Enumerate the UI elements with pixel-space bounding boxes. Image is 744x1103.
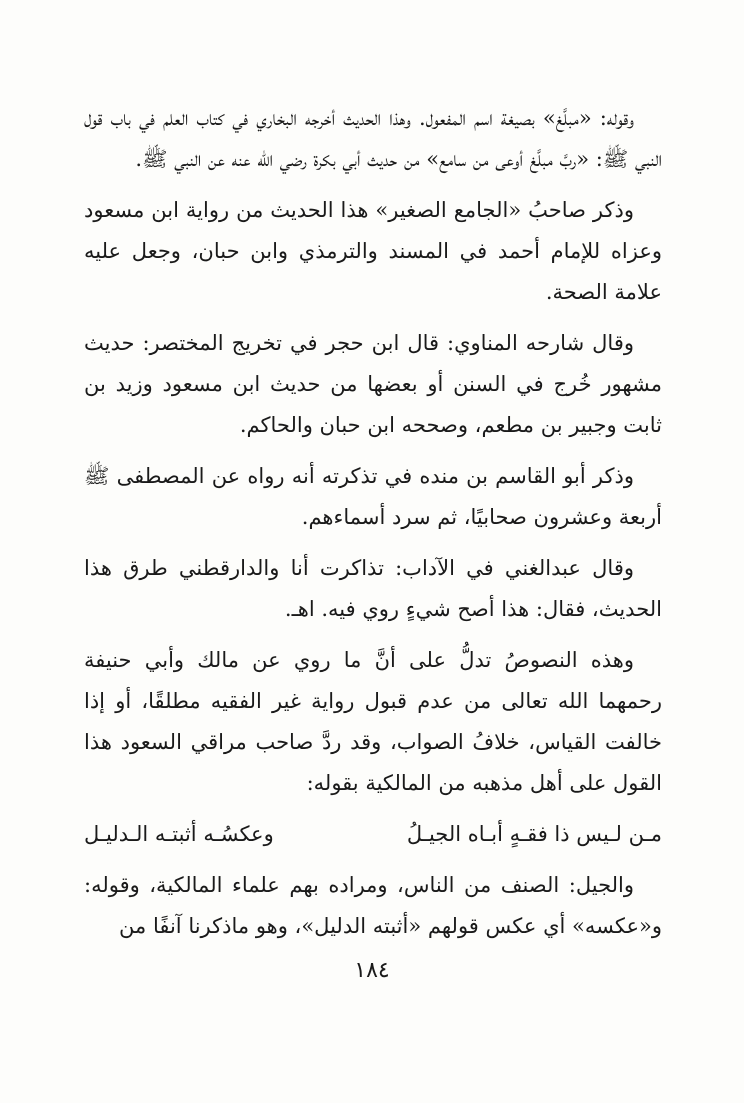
paragraph-5: وقال عبدالغني في الآداب: تذاكرت أنا والدارقطني طرق هذا الحديث، فقال: هذا أصح شيءٍ روي فيه. اهـ.: [84, 556, 662, 621]
page-number: ١٨٤: [354, 958, 390, 983]
verse-first-hemistich: مـن لـيس ذا فقـهٍ أبـاه الجيـلُ: [406, 822, 662, 846]
verse-second-hemistich: وعكسُـه أثبتـه الـدليـل: [84, 822, 274, 846]
paragraph-2: وذكر صاحبُ «الجامع الصغير» هذا الحديث من رواية ابن مسعود وعزاه للإمام أحمد في المسند والترمذي وابن حبان، وجعل عليه علامة الصحة.: [84, 198, 662, 304]
page-body-text: [84, 98, 662, 957]
poetry-verse: [84, 814, 662, 855]
paragraph-6: وهذه النصوصُ تدلُّ على أنَّ ما روي عن مالك وأبي حنيفة رحمهما الله تعالى من عدم قبول رواية غير الفقيه مطلقًا، أو إذا خالفت القياس، خلافُ الصواب، وقد ردَّ صاحب مراقي السعود هذا القول على أهل مذهبه من المالكية بقوله:: [84, 648, 662, 795]
paragraph-3: وقال شارحه المناوي: قال ابن حجر في تخريج المختصر: حديث مشهور خُرج في السنن أو بعضها من حديث ابن مسعود وزيد بن ثابت وجبير بن مطعم، وصححه ابن حبان والحاكم.: [84, 331, 662, 437]
paragraph-closing: والجيل: الصنف من الناس، ومراده بهم علماء المالكية، وقوله: و«عكسه» أي عكس قولهم «أثبته الدليل»، وهو ماذكرنا آنفًا من: [84, 873, 662, 938]
paragraph-1: وقوله: «مبلَّغ» بصيغة اسم المفعول. وهذا الحديث أخرجه البخاري في كتاب العلم في باب قول النبي ﷺ: «ربَّ مبلَّغ أوعى من سامع» من حديث أبي بكرة رضي الله عنه عن النبي ﷺ.: [84, 106, 662, 171]
paragraph-4: وذكر أبو القاسم بن منده في تذكرته أنه رواه عن المصطفى ﷺ أربعة وعشرون صحابيًا، ثم سرد أسماءهم.: [84, 464, 662, 529]
